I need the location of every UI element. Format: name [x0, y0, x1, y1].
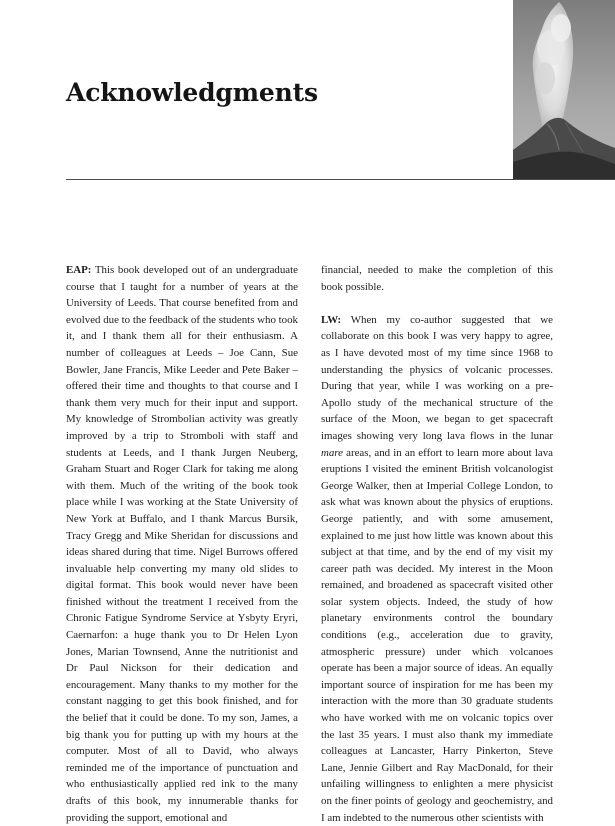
lw-author-label: LW: — [321, 313, 342, 326]
lw-acknowledgment-paragraph — [321, 312, 553, 826]
right-text-column — [321, 262, 553, 826]
eap-acknowledgment-paragraph — [66, 262, 298, 826]
volcano-eruption-icon — [513, 0, 615, 180]
eap-continuation-paragraph: financial, needed to make the completion of this book possible. — [321, 264, 553, 293]
eap-acknowledgment-text: This book developed out of an undergraduate course that I taught for a number of years at the University of Leeds. That course benefited from and evolved due to the feedback of the students who took it, and I thank them all for their enthusiasm. A number of colleagues at Leeds – Joe Cann, Sue Bowler, Jane Francis, Mike Leeder and Pete Baker – offered their time and thoughts to that course and I thank them very much for their input and support. My knowledge of Strombolian activity was greatly improved by a trip to Stromboli with staff and students at Leeds, and I thank Jurgen Neuberg, Graham Stuart and Roger Clark for taking me along with them. Much of the writing of the book took place while I was working at the State University of New York at Buffalo, and I thank Marcus Bursik, Tracy Gregg and Mike Sheridan for discussions and ideas shared during that time. Nigel Burrows offered invaluable help converting my many old slides to digital format. This book would never have been finished without the treatment I received from the Chronic Fatigue Syndrome Service at Ysbyty Eryri, Caernarfon: a huge thank you to Dr Helen Lyon Jones, Marian Townsend, Anne the nutritionist and Dr Paul Nickson for their dedication and encouragement. Many thanks to my mother for the constant nagging to get this book finished, and for the belief that it could be done. To my son, James, a big thank you for putting up with my hours at the computer. Most of all to David, who always reminded me of the importance of punctuation and who enthusiastically applied red ink to the many drafts of this book, my innumerable thanks for providing the support, emotional and — [66, 264, 298, 824]
lw-acknowledgment-text-part-1: When my co-author suggested that we collaborate on this book I was very happy to agree, as I have devoted most of my time since 1968 to understanding the physics of volcanic processes. During that year, while I was working on a pre-Apollo study of the mechanical structure of the surface of the Moon, we began to get spacecraft images showing very long lava flows in the lunar — [321, 313, 553, 442]
volcano-eruption-photo — [513, 0, 615, 180]
title-divider — [66, 179, 615, 180]
eap-author-label: EAP: — [66, 264, 92, 276]
lw-italic-term: mare — [321, 446, 343, 459]
lw-acknowledgment-text-part-2: areas, and in an effort to learn more about lava eruptions I visited the eminent British volcanologist George Walker, then at Imperial College London, to ask what was known about the physics of eruptions. George patiently, and with some amusement, explained to me just how little was known about this subject at that time, and by the end of my visit my career path was decided. My interest in the Moon remained, and broadened as spacecraft visited other solar system objects. Indeed, the study of how planetary environments control the boundary conditions (e.g., acceleration due to gravity, atmospheric pressure) under which volcanoes operate has been a major source of ideas. An equally important source of inspiration for me has been my interaction with the more than 30 graduate students who have worked with me on volcanic topics over the last 35 years. I must also thank my immediate colleagues at Lancaster, Harry Pinkerton, Steve Lane, Jennie Gilbert and Ray MacDonald, for their unfailing willingness to enlighten a mere physicist on the finer points of geology and geochemistry, and I am indebted to the numerous other scientists with — [321, 446, 553, 824]
left-text-column — [66, 262, 298, 826]
chapter-title: Acknowledgments — [66, 78, 318, 107]
